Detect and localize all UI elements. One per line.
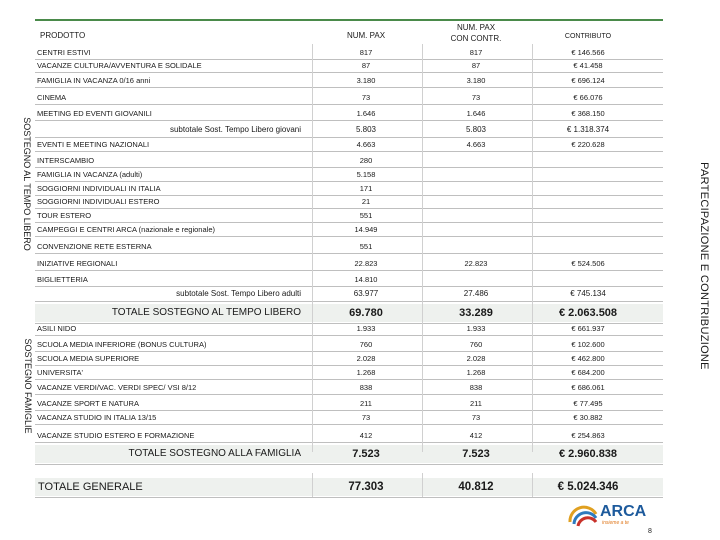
- row-label: VACANZE STUDIO ESTERO E FORMAZIONE: [37, 431, 195, 440]
- row-num-pax: 1.933: [356, 324, 376, 333]
- row-num-pax: 171: [359, 184, 373, 193]
- table-row: [35, 92, 663, 103]
- row-label: SOGGIORNI INDIVIDUALI ESTERO: [37, 197, 160, 206]
- row-num-pax-contr: 2.028: [466, 354, 486, 363]
- row-num-pax: 551: [359, 242, 373, 251]
- header-num-pax-contr: [423, 22, 529, 44]
- column-divider: [422, 44, 423, 452]
- row-num-pax-contr: 73: [471, 93, 481, 102]
- row-divider: [35, 222, 663, 223]
- row-num-pax: 760: [359, 340, 373, 349]
- row-contributo: € 686.061: [571, 383, 605, 392]
- row-num-pax-contr: 1.268: [466, 368, 486, 377]
- total-row: [35, 304, 663, 322]
- header-num-pax-contr-line2: CON CONTR.: [450, 34, 502, 43]
- row-num-pax: 77.303: [348, 481, 384, 493]
- row-num-pax-contr: 838: [469, 383, 483, 392]
- row-divider: [35, 410, 663, 411]
- side-label-tempo-libero: SOSTEGNO AL TEMPO LIBERO: [22, 117, 32, 251]
- table-row: [35, 241, 663, 252]
- row-label: TOTALE SOSTEGNO AL TEMPO LIBERO: [111, 307, 301, 318]
- row-num-pax-contr: 817: [469, 48, 483, 57]
- row-label: VACANZE SPORT E NATURA: [37, 399, 139, 408]
- row-num-pax-contr: 33.289: [459, 307, 493, 319]
- total-row: [35, 445, 663, 463]
- row-label: CONVENZIONE RETE ESTERNA: [37, 242, 152, 251]
- header-contributo: CONTRIBUTO: [564, 33, 612, 40]
- row-divider: [35, 442, 663, 443]
- row-contributo: € 745.134: [570, 289, 606, 298]
- row-contributo: € 2.063.508: [558, 307, 618, 319]
- row-num-pax: 73: [361, 93, 371, 102]
- row-num-pax: 63.977: [353, 289, 379, 298]
- column-divider: [312, 473, 313, 497]
- subtotal-row: [35, 287, 663, 300]
- row-num-pax: 838: [359, 383, 373, 392]
- row-num-pax-contr: 1.646: [466, 109, 486, 118]
- row-contributo: € 220.628: [571, 140, 605, 149]
- row-num-pax: 7.523: [352, 448, 380, 460]
- row-divider: [35, 379, 663, 380]
- row-num-pax-contr: 211: [470, 399, 482, 408]
- side-label-famiglie: SOSTEGNO FAMIGLIE: [23, 338, 33, 434]
- row-label: FAMIGLIA IN VACANZA (adulti): [37, 170, 143, 179]
- row-label: TOUR ESTERO: [37, 211, 92, 220]
- table-row: [35, 367, 663, 378]
- row-num-pax: 817: [359, 48, 373, 57]
- table-row: [35, 258, 663, 269]
- row-label: SCUOLA MEDIA INFERIORE (BONUS CULTURA): [37, 340, 207, 349]
- row-num-pax: 2.028: [356, 354, 376, 363]
- row-divider: [35, 424, 663, 425]
- table-row: [35, 339, 663, 350]
- row-divider: [35, 253, 663, 254]
- row-num-pax-contr: 760: [469, 340, 483, 349]
- row-num-pax: 280: [359, 156, 373, 165]
- row-contributo: € 2.960.838: [558, 448, 618, 460]
- row-num-pax-contr: 40.812: [458, 481, 494, 493]
- row-divider: [35, 236, 663, 237]
- table-row: [35, 155, 663, 166]
- header-rule: [35, 19, 663, 21]
- total-row: [35, 478, 663, 496]
- row-label: CINEMA: [37, 93, 67, 102]
- row-divider: [35, 104, 663, 105]
- row-label: INIZIATIVE REGIONALI: [37, 259, 118, 268]
- row-label: INTERSCAMBIO: [37, 156, 95, 165]
- row-contributo: € 146.566: [571, 48, 605, 57]
- row-num-pax-contr: 412: [469, 431, 483, 440]
- row-label: ASILI NIDO: [37, 324, 77, 333]
- row-contributo: € 661.937: [571, 324, 605, 333]
- row-contributo: € 684.200: [571, 368, 605, 377]
- column-divider: [312, 44, 313, 452]
- page-number: 8: [648, 528, 652, 535]
- row-num-pax: 551: [359, 211, 373, 220]
- row-num-pax: 21: [361, 197, 371, 206]
- row-divider: [35, 301, 663, 302]
- table-row: [35, 75, 663, 86]
- row-contributo: € 368.150: [571, 109, 605, 118]
- row-divider: [35, 151, 663, 152]
- row-divider: [35, 464, 663, 465]
- table-row: [35, 183, 663, 194]
- header-product: PRODOTTO: [40, 31, 86, 40]
- row-label: EVENTI E MEETING NAZIONALI: [37, 140, 150, 149]
- row-num-pax: 412: [359, 431, 373, 440]
- column-divider: [532, 44, 533, 452]
- row-num-pax-contr: 7.523: [462, 448, 490, 460]
- row-num-pax-contr: 87: [471, 61, 481, 70]
- table-row: [35, 353, 663, 364]
- side-label-partecipazione: PARTECIPAZIONE E CONTRIBUZIONE: [698, 162, 710, 370]
- table-row: [35, 196, 663, 207]
- row-contributo: € 5.024.346: [557, 481, 619, 493]
- row-divider: [35, 167, 663, 168]
- logo-tagline: insieme a te: [602, 520, 629, 526]
- row-label: VACANZA STUDIO IN ITALIA 13/15: [37, 413, 157, 422]
- header-num-pax-contr-line1: NUM. PAX: [456, 23, 496, 32]
- table-row: [35, 274, 663, 285]
- table-row: [35, 412, 663, 423]
- row-num-pax: 14.949: [354, 225, 378, 234]
- table-row: [35, 210, 663, 221]
- table-row: [35, 169, 663, 180]
- row-divider: [35, 181, 663, 182]
- row-contributo: € 462.800: [571, 354, 605, 363]
- row-num-pax: 87: [361, 61, 371, 70]
- row-num-pax: 3.180: [356, 76, 376, 85]
- row-contributo: € 77.495: [573, 399, 603, 408]
- row-num-pax-contr: 27.486: [463, 289, 489, 298]
- logo-name: ARCA: [600, 503, 647, 520]
- row-label: VACANZE VERDI/VAC. VERDI SPEC/ VSI 8/12: [37, 383, 197, 392]
- row-contributo: € 524.506: [571, 259, 605, 268]
- row-num-pax-contr: 3.180: [466, 76, 486, 85]
- row-num-pax-contr: 5.803: [465, 125, 487, 134]
- row-divider: [35, 120, 663, 121]
- row-num-pax-contr: 73: [471, 413, 481, 422]
- row-num-pax-contr: 1.933: [466, 324, 486, 333]
- row-contributo: € 696.124: [571, 76, 605, 85]
- table-row: [35, 108, 663, 119]
- row-divider: [35, 87, 663, 88]
- row-divider: [35, 270, 663, 271]
- row-contributo: € 1.318.374: [566, 125, 610, 134]
- table-row: [35, 60, 663, 71]
- table-row: [35, 430, 663, 441]
- column-divider: [422, 473, 423, 497]
- row-label: UNIVERSITA': [37, 368, 83, 377]
- row-divider: [35, 137, 663, 138]
- table-row: [35, 224, 663, 235]
- row-num-pax: 14.810: [354, 275, 378, 284]
- row-contributo: € 66.076: [573, 93, 603, 102]
- row-label: subtotale Sost. Tempo Libero adulti: [176, 289, 301, 298]
- column-divider: [532, 473, 533, 497]
- row-divider: [35, 365, 663, 366]
- row-label: SCUOLA MEDIA SUPERIORE: [37, 354, 140, 363]
- subtotal-row: [35, 124, 663, 136]
- row-label: BIGLIETTERIA: [37, 275, 88, 284]
- row-num-pax: 5.803: [355, 125, 377, 134]
- row-label: MEETING ED EVENTI GIOVANILI: [37, 109, 152, 118]
- row-label: CENTRI ESTIVI: [37, 48, 91, 57]
- row-num-pax-contr: 22.823: [464, 259, 488, 268]
- row-contributo: € 254.863: [571, 431, 605, 440]
- logo-arcs-icon: [570, 507, 596, 526]
- row-num-pax: 1.646: [356, 109, 376, 118]
- row-label: VACANZE CULTURA/AVVENTURA E SOLIDALE: [37, 61, 202, 70]
- row-label: FAMIGLIA IN VACANZA 0/16 anni: [37, 76, 151, 85]
- row-num-pax: 4.663: [356, 140, 376, 149]
- row-divider: [35, 394, 663, 395]
- row-contributo: € 102.600: [571, 340, 605, 349]
- row-label: SOGGIORNI INDIVIDUALI IN ITALIA: [37, 184, 161, 193]
- row-num-pax: 69.780: [349, 307, 383, 319]
- row-contributo: € 30.882: [573, 413, 603, 422]
- row-label: subtotale Sost. Tempo Libero giovani: [169, 125, 301, 134]
- row-label: CAMPEGGI E CENTRI ARCA (nazionale e regionale): [37, 225, 215, 234]
- header-num-pax: NUM. PAX: [346, 31, 386, 40]
- row-num-pax: 73: [361, 413, 371, 422]
- row-num-pax: 1.268: [356, 368, 376, 377]
- table-row: [35, 323, 663, 334]
- row-num-pax-contr: 4.663: [466, 140, 486, 149]
- row-divider: [35, 351, 663, 352]
- row-label: TOTALE SOSTEGNO ALLA FAMIGLIA: [128, 448, 301, 459]
- row-label: TOTALE GENERALE: [38, 481, 143, 493]
- row-num-pax: 22.823: [354, 259, 378, 268]
- table-row: [35, 382, 663, 393]
- row-divider: [35, 72, 663, 73]
- row-num-pax: 211: [360, 399, 372, 408]
- row-num-pax: 5.158: [356, 170, 376, 179]
- row-divider: [35, 208, 663, 209]
- arca-logo: [566, 496, 662, 530]
- table-row: [35, 139, 663, 150]
- table-row: [35, 398, 663, 409]
- row-divider: [35, 335, 663, 336]
- table-row: [35, 47, 663, 58]
- row-contributo: € 41.458: [573, 61, 603, 70]
